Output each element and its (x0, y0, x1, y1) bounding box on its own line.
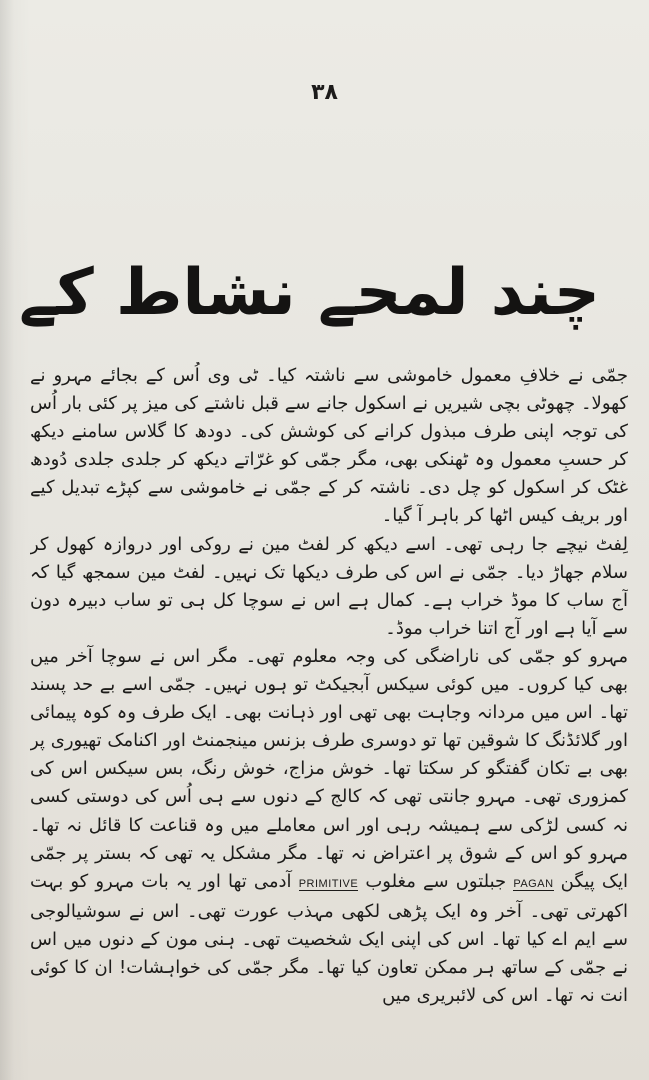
body-text (30, 362, 628, 1062)
chapter-title: چند لمحے نشاط کے (19, 256, 600, 330)
page-number: ۳۸ (311, 80, 338, 105)
paragraph-3-text-b: جبلتوں سے مغلوب (365, 870, 507, 892)
paragraph-1: جمّی نے خلافِ معمول خاموشی سے ناشتہ کیا۔ ٹی وی اُس کے بجائے مہرو نے کھولا۔ چھوٹی بچی شیریں نے اسکول جانے سے قبل ناشتے کی میز پر کئی بار اُس کی توجہ اپنی طرف مبذول کرانے کی کوشش کی۔ دودھ کا گلاس سامنے دیکھ کر حسبِ معمول وہ ٹھنکی بھی، مگر جمّی کو غرّاتے دیکھ کر جلدی جلدی دُودھ غٹک کر اسکول کو چل دی۔ ناشتہ کر کے جمّی نے خاموشی سے کپڑے تبدیل کیے اور بریف کیس اٹھا کر باہر آ گیا۔ (30, 365, 628, 527)
term-pagan: PAGAN (513, 877, 554, 890)
paragraph-3 (30, 643, 628, 1010)
paragraph-3-text-c: آدمی تھا اور یہ بات مہرو کو بہت اکھرتی تھی۔ آخر وہ ایک پڑھی لکھی مہذب عورت تھی۔ اس نے سوشیالوجی سے ایم اے کیا تھا۔ اس کی اپنی ایک شخصیت تھی۔ ہنی مون کے دنوں میں اس نے جمّی کے ساتھ ہر ممکن تعاون کیا تھا۔ مگر جمّی کی خواہشات! ان کا کوئی انت نہ تھا۔ اس کی لائبریری میں (30, 870, 628, 1007)
term-primitive: PRIMITIVE (298, 877, 359, 890)
paragraph-3-text-a: مہرو کو جمّی کی ناراضگی کی وجہ معلوم تھی۔ مگر اس نے سوچا آخر میں بھی کیا کروں۔ میں کوئی سیکس آبجیکٹ تو ہوں نہیں۔ جمّی اسے بے حد پسند تھا۔ اس میں مردانہ وجاہت بھی تھی اور ذہانت بھی۔ ایک طرف وہ کوہ پیمائی اور گلائڈنگ کا شوقین تھا تو دوسری طرف بزنس مینجمنٹ اور اکنامک تھیوری پر بھی بے تکان گفتگو کر سکتا تھا۔ خوش مزاج، خوش رنگ، بس سیکس اس کی کمزوری تھی۔ مہرو جانتی تھی کہ کالج کے دنوں سے ہی اُس کی دوستی کسی نہ کسی لڑکی سے ہمیشہ رہی اور اس معاملے میں وہ قناعت کا قائل نہ تھا۔ مہرو کو اس کے شوق پر اعتراض نہ تھا۔ مگر مشکل یہ تھی کہ بستر پر جمّی ایک پیگن (30, 645, 628, 892)
paragraph-2: لِفٹ نیچے جا رہی تھی۔ اسے دیکھ کر لفٹ مین نے روکی اور دروازہ کھول کر سلام جھاڑ دیا۔ جمّی نے اس کی طرف دیکھا تک نہیں۔ لفٹ مین سمجھ گیا کہ آج ساب کا موڈ خراب ہے۔ کمال ہے اس نے سوچا کل ہی تو ساب دبیرہ دون سے آیا ہے اور آج اتنا خراب موڈ۔ (30, 533, 628, 639)
